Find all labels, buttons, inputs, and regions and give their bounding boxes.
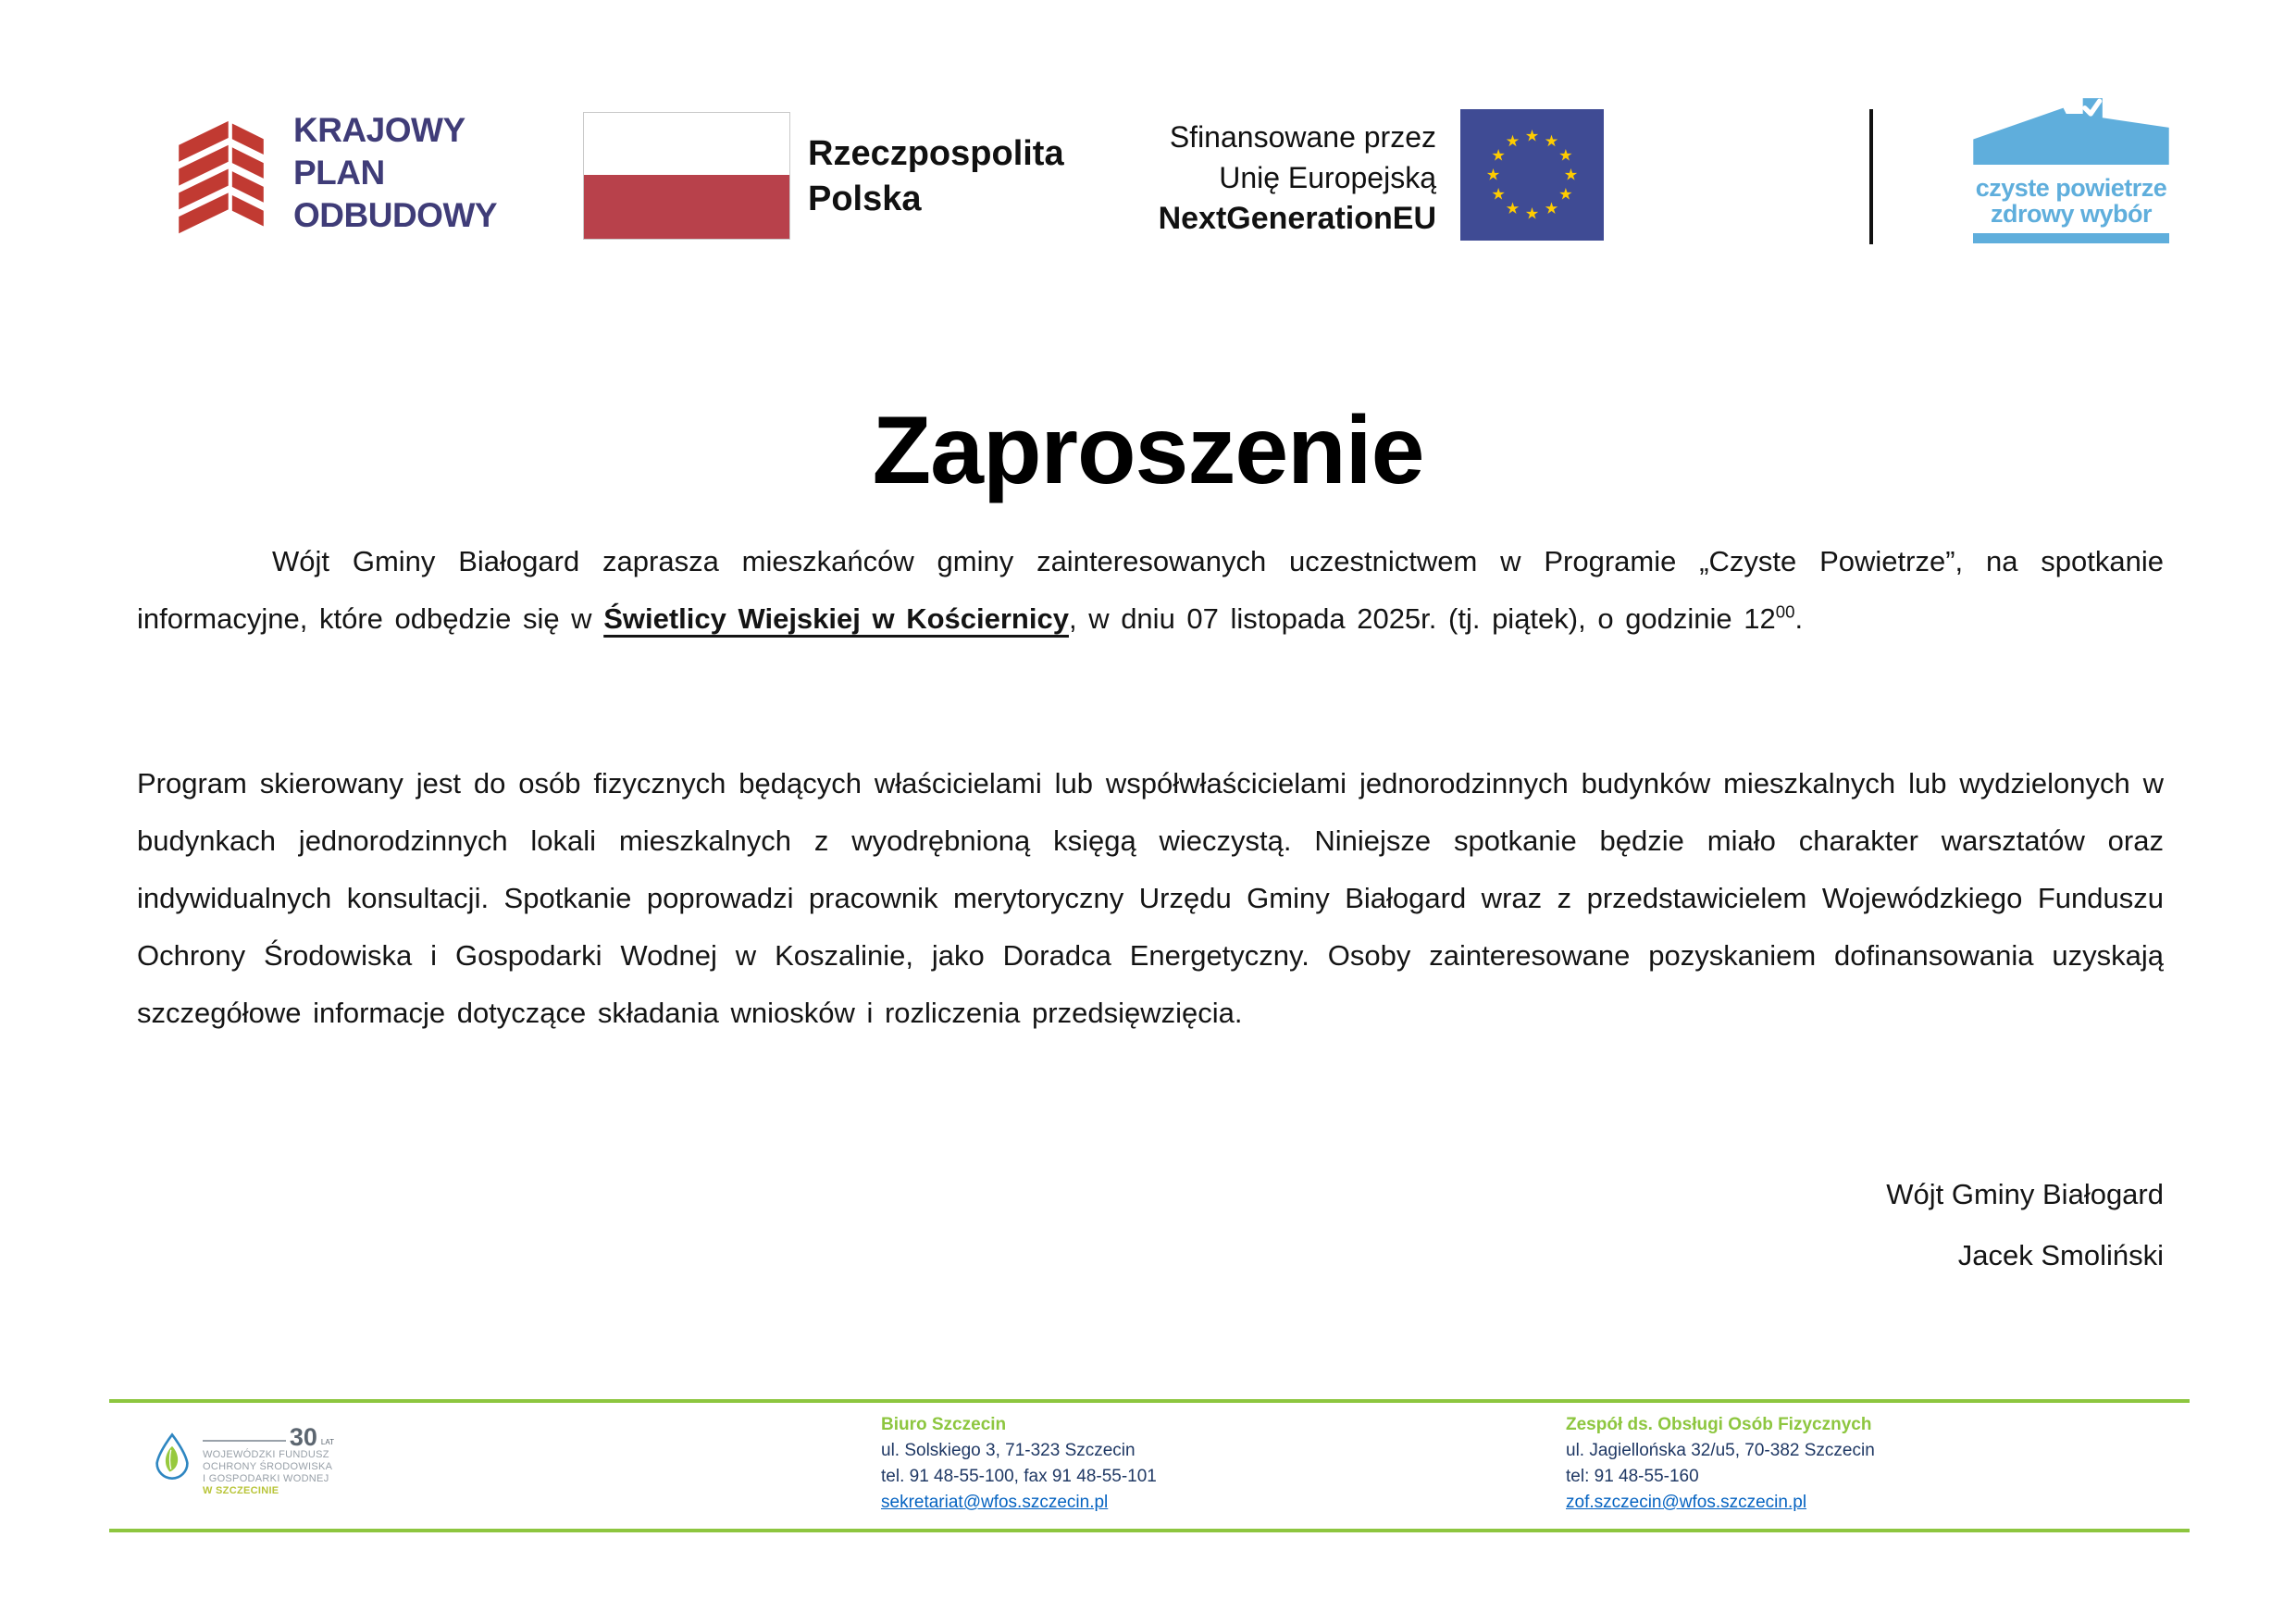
wfos-org-line4: W SZCZECINIE [203,1485,279,1496]
footer-biuro-phone: tel. 91 48-55-100, fax 91 48-55-101 [881,1467,1157,1486]
footer-biuro-email-link[interactable]: sekretariat@wfos.szczecin.pl [881,1493,1109,1512]
czyste-powietrze-logo [1973,96,2169,243]
p1-text-start: Wójt Gminy Białogard zaprasza mieszkańców gminy zainteresowanych uczestnictwem w Programie „Czyste Powietrze”, na spotkanie informacyjne, które odbędzie się w [137,545,2164,635]
footer-top-rule [109,1399,2190,1403]
wfos-logo-text [203,1425,334,1497]
header-divider [1869,109,1873,244]
p1-text-end: . [1794,602,1804,635]
wfos-logo [153,1425,334,1497]
wfos-org-line3: I GOSPODARKI WODNEJ [203,1473,329,1484]
water-drop-leaf-icon [153,1425,192,1496]
wfos-org-line2: OCHRONY ŚRODOWISKA [203,1461,333,1472]
kpo-logo [171,109,271,245]
wfos-org-line1: WOJEWÓDZKI FUNDUSZ [203,1449,329,1460]
signature-role: Wójt Gminy Białogard [1886,1178,2164,1210]
eu-flag-icon [1460,109,1604,245]
kpo-line3: ODBUDOWY [293,196,498,234]
eu-funding-text [1159,117,1436,239]
footer-team-individuals [1566,1412,1875,1516]
page-title: Zaproszenie [872,396,1424,504]
kpo-line2: PLAN [293,154,385,192]
wfos-30: 30 [289,1423,317,1451]
kpo-logo-text [293,109,497,237]
wfos-30-lat [203,1425,334,1449]
paragraph-program-details: Program skierowany jest do osób fizycznych będących właścicielami lub współwłaścicielami jednorodzinnych budynków mieszkalnych lub wydzielonych w budynkach jednorodzinnych lokali mieszkalnych z wyodrębnioną księgą wieczystą. Niniejsze spotkanie będzie miało charakter warsztatów oraz indywidualnych konsultacji. Spotkanie poprowadzi pracownik merytoryczny Urzędu Gminy Białogard wraz z przedstawicielem Wojewódzkiego Funduszu Ochrony Środowiska i Gospodarki Wodnej w Koszalinie, jako Doradca Energetyczny. Osoby zainteresowane pozyskaniem dofinansowania uzyskają szczegółowe informacje dotyczące składania wniosków i rozliczenia przedsięwzięcia. [137,767,2164,1029]
poland-flag-icon [583,112,790,240]
p1-venue-bold: Świetlicy Wiejskiej w Kościernicy [603,602,1069,635]
signature-name: Jacek Smoliński [1957,1239,2164,1271]
footer-zespol-title: Zespół ds. Obsługi Osób Fizycznych [1566,1415,1872,1434]
wfos-rule [203,1440,286,1442]
footer-office-szczecin [881,1412,1157,1516]
wfos-lat: LAT [320,1438,334,1446]
poland-flag-red-stripe [584,175,789,239]
czyste-powietrze-house-icon [1973,153,2169,168]
czyste-powietrze-bar [1973,233,2169,243]
eu-line2: Unię Europejską [1219,161,1436,194]
signature-block [1886,1164,2164,1286]
footer-biuro-address: ul. Solskiego 3, 71-323 Szczecin [881,1441,1136,1460]
paragraph-invitation [137,533,2164,648]
footer-zespol-address: ul. Jagiellońska 32/u5, 70-382 Szczecin [1566,1441,1875,1460]
czyste-line1: czyste powietrze [1975,174,2167,202]
footer-zespol-email-link[interactable]: zof.szczecin@wfos.szczecin.pl [1566,1493,1807,1512]
footer-bottom-rule [109,1529,2190,1532]
kpo-line1: KRAJOWY [293,111,465,149]
p1-text-middle: , w dniu 07 listopada 2025r. (tj. piątek), o godzinie 12 [1068,602,1776,635]
footer-zespol-phone: tel: 91 48-55-160 [1566,1467,1699,1486]
p1-time-superscript: 00 [1775,601,1795,622]
poland-line2: Polska [808,180,922,218]
poland-logo-text [808,131,1064,222]
eu-line3: NextGenerationEU [1158,201,1436,236]
eu-line1: Sfinansowane przez [1169,120,1436,154]
kpo-building-icon [171,109,271,245]
czyste-line2: zdrowy wybór [1990,200,2153,228]
poland-line1: Rzeczpospolita [808,134,1064,173]
czyste-powietrze-text [1973,175,2169,227]
footer-biuro-title: Biuro Szczecin [881,1415,1007,1434]
